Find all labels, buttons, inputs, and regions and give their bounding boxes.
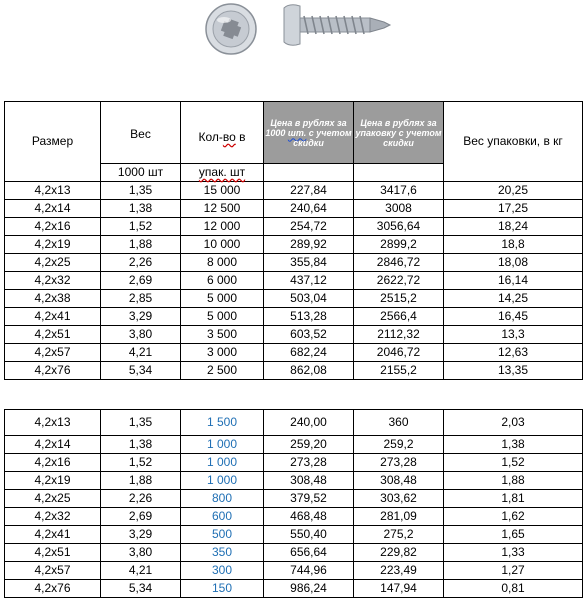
cell-price-per-1000: 503,04 <box>264 290 354 308</box>
cell-price-per-1000: 379,52 <box>264 490 354 508</box>
cell-size: 4,2x57 <box>5 562 101 580</box>
cell-weight: 3,80 <box>101 326 181 344</box>
cell-weight: 1,38 <box>101 436 181 454</box>
cell-price-per-pack: 2899,2 <box>354 236 444 254</box>
cell-quantity: 10 000 <box>181 236 264 254</box>
cell-price-per-1000: 468,48 <box>264 508 354 526</box>
cell-price-per-pack: 303,62 <box>354 490 444 508</box>
cell-weight: 1,35 <box>101 410 181 436</box>
cell-weight: 1,35 <box>101 182 181 200</box>
cell-size: 4,2x13 <box>5 410 101 436</box>
cell-quantity: 12 000 <box>181 218 264 236</box>
table-row <box>5 454 583 472</box>
cell-size: 4,2x57 <box>5 344 101 362</box>
cell-pack-weight: 13,3 <box>444 326 583 344</box>
table-row <box>5 580 583 598</box>
cell-quantity: 3 000 <box>181 344 264 362</box>
cell-pack-weight: 12,63 <box>444 344 583 362</box>
cell-price-per-pack: 223,49 <box>354 562 444 580</box>
cell-weight: 4,21 <box>101 562 181 580</box>
screw-side-view <box>284 5 390 45</box>
cell-quantity: 350 <box>181 544 264 562</box>
cell-size: 4,2x25 <box>5 254 101 272</box>
cell-quantity: 1 500 <box>181 410 264 436</box>
cell-price-per-1000: 603,52 <box>264 326 354 344</box>
table-row <box>5 490 583 508</box>
cell-price-per-pack: 360 <box>354 410 444 436</box>
cell-price-per-1000: 240,64 <box>264 200 354 218</box>
cell-weight: 2,69 <box>101 508 181 526</box>
cell-size: 4,2x25 <box>5 490 101 508</box>
cell-size: 4,2x41 <box>5 308 101 326</box>
cell-pack-weight: 13,35 <box>444 362 583 380</box>
header-pack-weight: Вес упаковки, в кг <box>444 102 583 182</box>
cell-weight: 5,34 <box>101 362 181 380</box>
table-row <box>5 254 583 272</box>
cell-pack-weight: 1,65 <box>444 526 583 544</box>
cell-quantity: 8 000 <box>181 254 264 272</box>
cell-pack-weight: 2,03 <box>444 410 583 436</box>
header-quantity: Кол-во в <box>181 102 264 164</box>
cell-pack-weight: 1,52 <box>444 454 583 472</box>
table-row <box>5 526 583 544</box>
table-row <box>5 562 583 580</box>
cell-quantity: 15 000 <box>181 182 264 200</box>
cell-pack-weight: 20,25 <box>444 182 583 200</box>
cell-price-per-1000: 656,64 <box>264 544 354 562</box>
cell-weight: 3,29 <box>101 308 181 326</box>
cell-pack-weight: 16,45 <box>444 308 583 326</box>
cell-price-per-1000: 308,48 <box>264 472 354 490</box>
table-row <box>5 200 583 218</box>
header-price-per-1000-blank <box>264 164 354 182</box>
table-row <box>5 326 583 344</box>
cell-pack-weight: 1,33 <box>444 544 583 562</box>
header-price-per-pack: Цена в рублях за упаковку с учетом скидки <box>354 102 444 164</box>
cell-pack-weight: 1,88 <box>444 472 583 490</box>
bulk-rows <box>5 182 583 380</box>
cell-quantity: 1 000 <box>181 454 264 472</box>
price-table-bulk <box>4 101 583 380</box>
cell-price-per-pack: 2155,2 <box>354 362 444 380</box>
cell-weight: 3,29 <box>101 526 181 544</box>
cell-pack-weight: 1,62 <box>444 508 583 526</box>
cell-price-per-pack: 2046,72 <box>354 344 444 362</box>
cell-price-per-1000: 240,00 <box>264 410 354 436</box>
cell-price-per-1000: 437,12 <box>264 272 354 290</box>
cell-price-per-pack: 2566,4 <box>354 308 444 326</box>
cell-price-per-1000: 254,72 <box>264 218 354 236</box>
cell-pack-weight: 0,81 <box>444 580 583 598</box>
cell-price-per-pack: 2112,32 <box>354 326 444 344</box>
cell-size: 4,2x19 <box>5 236 101 254</box>
cell-weight: 4,21 <box>101 344 181 362</box>
cell-quantity: 150 <box>181 580 264 598</box>
retail-rows <box>5 410 583 598</box>
header-weight-unit: 1000 шт <box>101 164 181 182</box>
cell-price-per-1000: 862,08 <box>264 362 354 380</box>
cell-quantity: 600 <box>181 508 264 526</box>
screw-head-top-view <box>206 4 256 54</box>
cell-price-per-1000: 259,20 <box>264 436 354 454</box>
cell-price-per-1000: 986,24 <box>264 580 354 598</box>
table-row <box>5 472 583 490</box>
header-price-per-pack-blank <box>354 164 444 182</box>
cell-pack-weight: 17,25 <box>444 200 583 218</box>
cell-price-per-1000: 513,28 <box>264 308 354 326</box>
cell-size: 4,2x76 <box>5 580 101 598</box>
cell-size: 4,2x19 <box>5 472 101 490</box>
cell-weight: 2,26 <box>101 490 181 508</box>
cell-quantity: 500 <box>181 526 264 544</box>
cell-pack-weight: 18,08 <box>444 254 583 272</box>
cell-quantity: 5 000 <box>181 308 264 326</box>
cell-quantity: 5 000 <box>181 290 264 308</box>
cell-weight: 1,52 <box>101 454 181 472</box>
cell-quantity: 800 <box>181 490 264 508</box>
cell-size: 4,2x16 <box>5 218 101 236</box>
cell-quantity: 3 500 <box>181 326 264 344</box>
table-row <box>5 182 583 200</box>
table-row <box>5 344 583 362</box>
cell-quantity: 6 000 <box>181 272 264 290</box>
cell-pack-weight: 1,81 <box>444 490 583 508</box>
cell-price-per-1000: 273,28 <box>264 454 354 472</box>
cell-price-per-pack: 229,82 <box>354 544 444 562</box>
cell-quantity: 12 500 <box>181 200 264 218</box>
table-row <box>5 290 583 308</box>
cell-price-per-pack: 2846,72 <box>354 254 444 272</box>
header-size: Размер <box>5 102 101 182</box>
cell-price-per-pack: 3008 <box>354 200 444 218</box>
header-price-per-1000: Цена в рублях за 1000 шт. с учетом скидки <box>264 102 354 164</box>
cell-size: 4,2x38 <box>5 290 101 308</box>
cell-size: 4,2x51 <box>5 326 101 344</box>
cell-price-per-pack: 281,09 <box>354 508 444 526</box>
header-weight: Вес <box>101 102 181 164</box>
cell-weight: 1,88 <box>101 472 181 490</box>
cell-size: 4,2x32 <box>5 508 101 526</box>
cell-pack-weight: 18,8 <box>444 236 583 254</box>
table-row <box>5 308 583 326</box>
cell-price-per-pack: 2515,2 <box>354 290 444 308</box>
cell-pack-weight: 16,14 <box>444 272 583 290</box>
cell-quantity: 1 000 <box>181 436 264 454</box>
cell-pack-weight: 1,38 <box>444 436 583 454</box>
table-row <box>5 272 583 290</box>
cell-price-per-pack: 2622,72 <box>354 272 444 290</box>
cell-price-per-1000: 355,84 <box>264 254 354 272</box>
cell-price-per-pack: 308,48 <box>354 472 444 490</box>
cell-price-per-pack: 259,2 <box>354 436 444 454</box>
cell-weight: 5,34 <box>101 580 181 598</box>
price-table-retail <box>4 409 583 598</box>
cell-price-per-pack: 3056,64 <box>354 218 444 236</box>
cell-price-per-1000: 744,96 <box>264 562 354 580</box>
cell-size: 4,2x14 <box>5 436 101 454</box>
cell-weight: 1,38 <box>101 200 181 218</box>
header-quantity-unit: упак. шт <box>181 164 264 182</box>
table-row <box>5 362 583 380</box>
cell-size: 4,2x32 <box>5 272 101 290</box>
cell-pack-weight: 18,24 <box>444 218 583 236</box>
table-row <box>5 410 583 436</box>
screw-product-image <box>200 0 400 58</box>
cell-price-per-pack: 3417,6 <box>354 182 444 200</box>
cell-price-per-1000: 227,84 <box>264 182 354 200</box>
cell-weight: 2,69 <box>101 272 181 290</box>
table-row <box>5 236 583 254</box>
cell-weight: 3,80 <box>101 544 181 562</box>
cell-weight: 1,52 <box>101 218 181 236</box>
cell-quantity: 300 <box>181 562 264 580</box>
cell-size: 4,2x13 <box>5 182 101 200</box>
cell-price-per-1000: 682,24 <box>264 344 354 362</box>
cell-price-per-pack: 273,28 <box>354 454 444 472</box>
cell-size: 4,2x16 <box>5 454 101 472</box>
cell-weight: 1,88 <box>101 236 181 254</box>
cell-weight: 2,85 <box>101 290 181 308</box>
table-row <box>5 218 583 236</box>
cell-price-per-1000: 550,40 <box>264 526 354 544</box>
cell-size: 4,2x41 <box>5 526 101 544</box>
cell-size: 4,2x51 <box>5 544 101 562</box>
table-row <box>5 544 583 562</box>
table-row <box>5 436 583 454</box>
cell-size: 4,2x14 <box>5 200 101 218</box>
cell-quantity: 2 500 <box>181 362 264 380</box>
cell-size: 4,2x76 <box>5 362 101 380</box>
table-row <box>5 508 583 526</box>
cell-price-per-pack: 275,2 <box>354 526 444 544</box>
cell-price-per-pack: 147,94 <box>354 580 444 598</box>
cell-weight: 2,26 <box>101 254 181 272</box>
cell-pack-weight: 14,25 <box>444 290 583 308</box>
cell-price-per-1000: 289,92 <box>264 236 354 254</box>
cell-quantity: 1 000 <box>181 472 264 490</box>
cell-pack-weight: 1,27 <box>444 562 583 580</box>
